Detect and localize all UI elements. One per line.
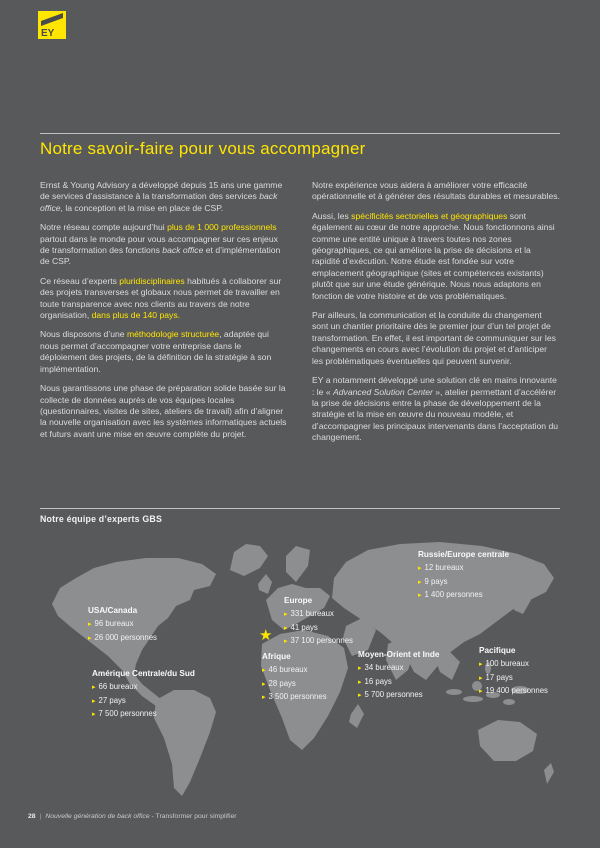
map-region-usa-canada — [88, 606, 157, 645]
region-stat — [479, 685, 548, 699]
region-name: USA/Canada — [88, 606, 138, 615]
region-stat — [262, 691, 327, 705]
bullet-arrow-icon: ▸ — [284, 624, 288, 632]
region-stat — [418, 589, 509, 603]
bullet-arrow-icon: ▸ — [88, 634, 92, 642]
highlighted-text: spécificités sectorielles et géographiques — [351, 210, 508, 221]
bullet-arrow-icon: ▸ — [284, 611, 288, 618]
stat-text: 3 500 personnes — [268, 692, 327, 702]
intro-right-column — [312, 180, 560, 452]
map-region-amerique-centrale-sud — [92, 669, 195, 722]
stat-text: 7 500 personnes — [98, 709, 157, 719]
bullet-arrow-icon: ▸ — [418, 565, 422, 572]
bullet-arrow-icon: ▸ — [358, 678, 362, 686]
stat-text: 27 pays — [98, 695, 126, 705]
bullet-arrow-icon: ▸ — [92, 711, 96, 719]
bullet-arrow-icon: ▸ — [262, 667, 266, 674]
page-title: Notre savoir-faire pour vous accompagner — [40, 139, 366, 158]
stat-text: 5 700 personnes — [364, 690, 423, 700]
body-paragraph — [40, 222, 288, 268]
map-region-russie-europe-centrale — [418, 550, 509, 603]
text-segment: habitués à collaborer sur des projets transverses et globaux nous permet de travailler en toute transparence avec nos clients au travers de notre organisation, — [40, 275, 282, 321]
bullet-arrow-icon: ▸ — [88, 621, 92, 628]
region-name: Amérique Centrale/du Sud — [92, 669, 195, 678]
stat-text: 16 pays — [364, 676, 392, 686]
text-segment: Ernst & Young Advisory a développé depuis 15 ans une gamme de services d’assistance à la transformation des services — [40, 180, 283, 202]
region-stat — [284, 635, 353, 649]
stat-text: 100 bureaux — [485, 659, 529, 668]
region-stat — [479, 658, 548, 672]
page-footer — [28, 813, 237, 820]
region-stat — [262, 678, 327, 692]
body-paragraph — [312, 211, 560, 302]
map-region-pacifique — [479, 646, 548, 699]
bullet-arrow-icon: ▸ — [479, 688, 483, 696]
stat-text: 28 pays — [268, 678, 296, 688]
stat-text: 34 bureaux — [364, 663, 404, 672]
bullet-arrow-icon: ▸ — [262, 694, 266, 702]
highlighted-text: plus de 1 000 professionnels — [167, 222, 277, 233]
region-name: Europe — [284, 596, 313, 605]
stat-text: 96 bureaux — [94, 619, 134, 628]
ey-logo-text: EY — [41, 28, 55, 39]
region-stat — [284, 608, 353, 622]
body-paragraph — [40, 180, 288, 214]
bullet-arrow-icon: ▸ — [92, 697, 96, 705]
text-segment: Notre réseau compte aujourd’hui — [40, 222, 168, 233]
italic-text: back office — [162, 245, 204, 256]
text-segment: », atelier permettant d’accélérer la prise de décisions entre la phase de développement de la stratégie et la mise en œuvre du nouveau modèle, et d’accompagner les principaux intervenants dans l’acceptation du changement. — [312, 386, 559, 443]
region-stat — [358, 676, 439, 690]
text-segment: partout dans le monde pour vous accompagner sur ces enjeux de transformation des fonctions — [40, 233, 278, 256]
region-stat — [92, 695, 195, 709]
highlighted-text: méthodologie structurée — [126, 329, 220, 340]
stat-text: 9 pays — [424, 576, 448, 586]
footer-separator: | — [39, 813, 42, 820]
bullet-arrow-icon: ▸ — [418, 592, 422, 600]
text-segment: Nous disposons d’une — [40, 329, 127, 340]
region-stat — [88, 618, 157, 632]
bullet-arrow-icon: ▸ — [479, 674, 483, 682]
stat-text: 41 pays — [290, 622, 318, 632]
bullet-arrow-icon: ▸ — [479, 661, 483, 668]
bullet-arrow-icon: ▸ — [92, 684, 96, 691]
body-paragraph — [40, 383, 288, 440]
region-stat — [262, 664, 327, 678]
footer-suffix: - Transformer pour simplifier — [151, 813, 237, 820]
bullet-arrow-icon: ▸ — [284, 638, 288, 646]
stat-text: 26 000 personnes — [94, 632, 157, 642]
region-stat — [284, 622, 353, 636]
stat-text: 1 400 personnes — [424, 590, 483, 600]
bullet-arrow-icon: ▸ — [358, 692, 362, 700]
stat-text: 37 100 personnes — [290, 636, 353, 646]
map-region-moyen-orient-inde — [358, 650, 439, 703]
ey-logo — [38, 11, 66, 39]
stat-text: 66 bureaux — [98, 682, 138, 691]
region-stat — [88, 632, 157, 646]
italic-text: back office — [40, 191, 278, 213]
text-segment: , la conception et la mise en place de CSP. — [60, 202, 224, 213]
map-region-europe — [284, 596, 353, 649]
intro-columns — [40, 180, 560, 452]
stat-text: 12 bureaux — [424, 563, 464, 572]
body-paragraph — [312, 180, 560, 203]
region-stat — [358, 662, 439, 676]
region-stat — [479, 672, 548, 686]
footer-doc-title: Nouvelle génération de back office — [45, 813, 150, 820]
page-number: 28 — [28, 813, 36, 820]
region-stat — [418, 562, 509, 576]
bullet-arrow-icon: ▸ — [358, 665, 362, 672]
region-name: Russie/Europe centrale — [418, 550, 510, 559]
text-segment: , adaptée qui nous permet d’accompagner votre entreprise dans le déploiement des projets, de la définition de la stratégie à son implémentation. — [40, 329, 272, 374]
world-map — [40, 538, 560, 810]
region-stat — [92, 708, 195, 722]
stat-text: 19 400 personnes — [485, 686, 548, 696]
map-region-afrique — [262, 652, 327, 705]
region-name: Moyen-Orient et Inde — [358, 650, 440, 659]
map-section-heading: Notre équipe d’experts GBS — [40, 514, 163, 524]
title-rule-line — [40, 133, 560, 134]
stat-text: 17 pays — [485, 672, 513, 682]
france-location-star-icon: ★ — [259, 627, 273, 644]
text-segment: Notre expérience vous aidera à améliorer votre efficacité opérationnelle et à générer des résultats durables et mesurables. — [312, 180, 560, 202]
highlighted-text: dans plus de 140 pays. — [91, 310, 180, 321]
stat-text: 46 bureaux — [268, 665, 308, 674]
region-stat — [92, 681, 195, 695]
text-segment: Ce réseau d’experts — [40, 275, 120, 286]
region-name: Pacifique — [479, 646, 516, 655]
body-paragraph — [312, 375, 560, 443]
region-stat — [358, 689, 439, 703]
body-paragraph — [40, 329, 288, 375]
text-segment: Nous garantissons une phase de préparation solide basée sur la collecte de données auprès de vos équipes locales (questionnaires, visites de sites, ateliers de travail) afin d’aligner la nouvelle organisation avec les systèmes informatiques actuels et futurs avant une mise en œuvre complète du projet. — [40, 383, 287, 439]
text-segment: et d’implémentation de CSP. — [40, 245, 281, 267]
stat-text: 331 bureaux — [290, 609, 334, 618]
highlighted-text: pluridisciplinaires — [119, 275, 185, 286]
text-segment: Aussi, les — [312, 210, 352, 221]
region-stat — [418, 576, 509, 590]
map-section-rule-line — [40, 508, 560, 509]
region-name: Afrique — [262, 652, 291, 661]
text-segment: EY a notamment développé une solution clé en mains innovante : le « — [312, 375, 557, 397]
body-paragraph — [40, 276, 288, 322]
text-segment: sont également au cœur de notre approche. Nous fonctionnons ainsi comme une entité unique à travers toutes nos zones géographiques, ce qui améliore la prise de décisions et la rapidité d’exécution. Notre étude est fondée sur votre emplacement géographique (sites et compétences existants) plutôt que sur une étude générique. Nous nous adaptons en fonction de votre histoire et de vos problématiques. — [312, 210, 555, 301]
bullet-arrow-icon: ▸ — [262, 680, 266, 688]
bullet-arrow-icon: ▸ — [418, 578, 422, 586]
text-segment: Par ailleurs, la communication et la conduite du changement sont un chantier prioritaire dès le premier jour d’un tel projet de transformation. En effet, il est important de communiquer sur les changements en cours avec l’évolution du projet et d’anticiper les problématiques éventuelles qui peuvent survenir. — [312, 310, 556, 366]
body-paragraph — [312, 310, 560, 367]
italic-text: Advanced Solution Center — [333, 386, 433, 397]
intro-left-column — [40, 180, 288, 452]
